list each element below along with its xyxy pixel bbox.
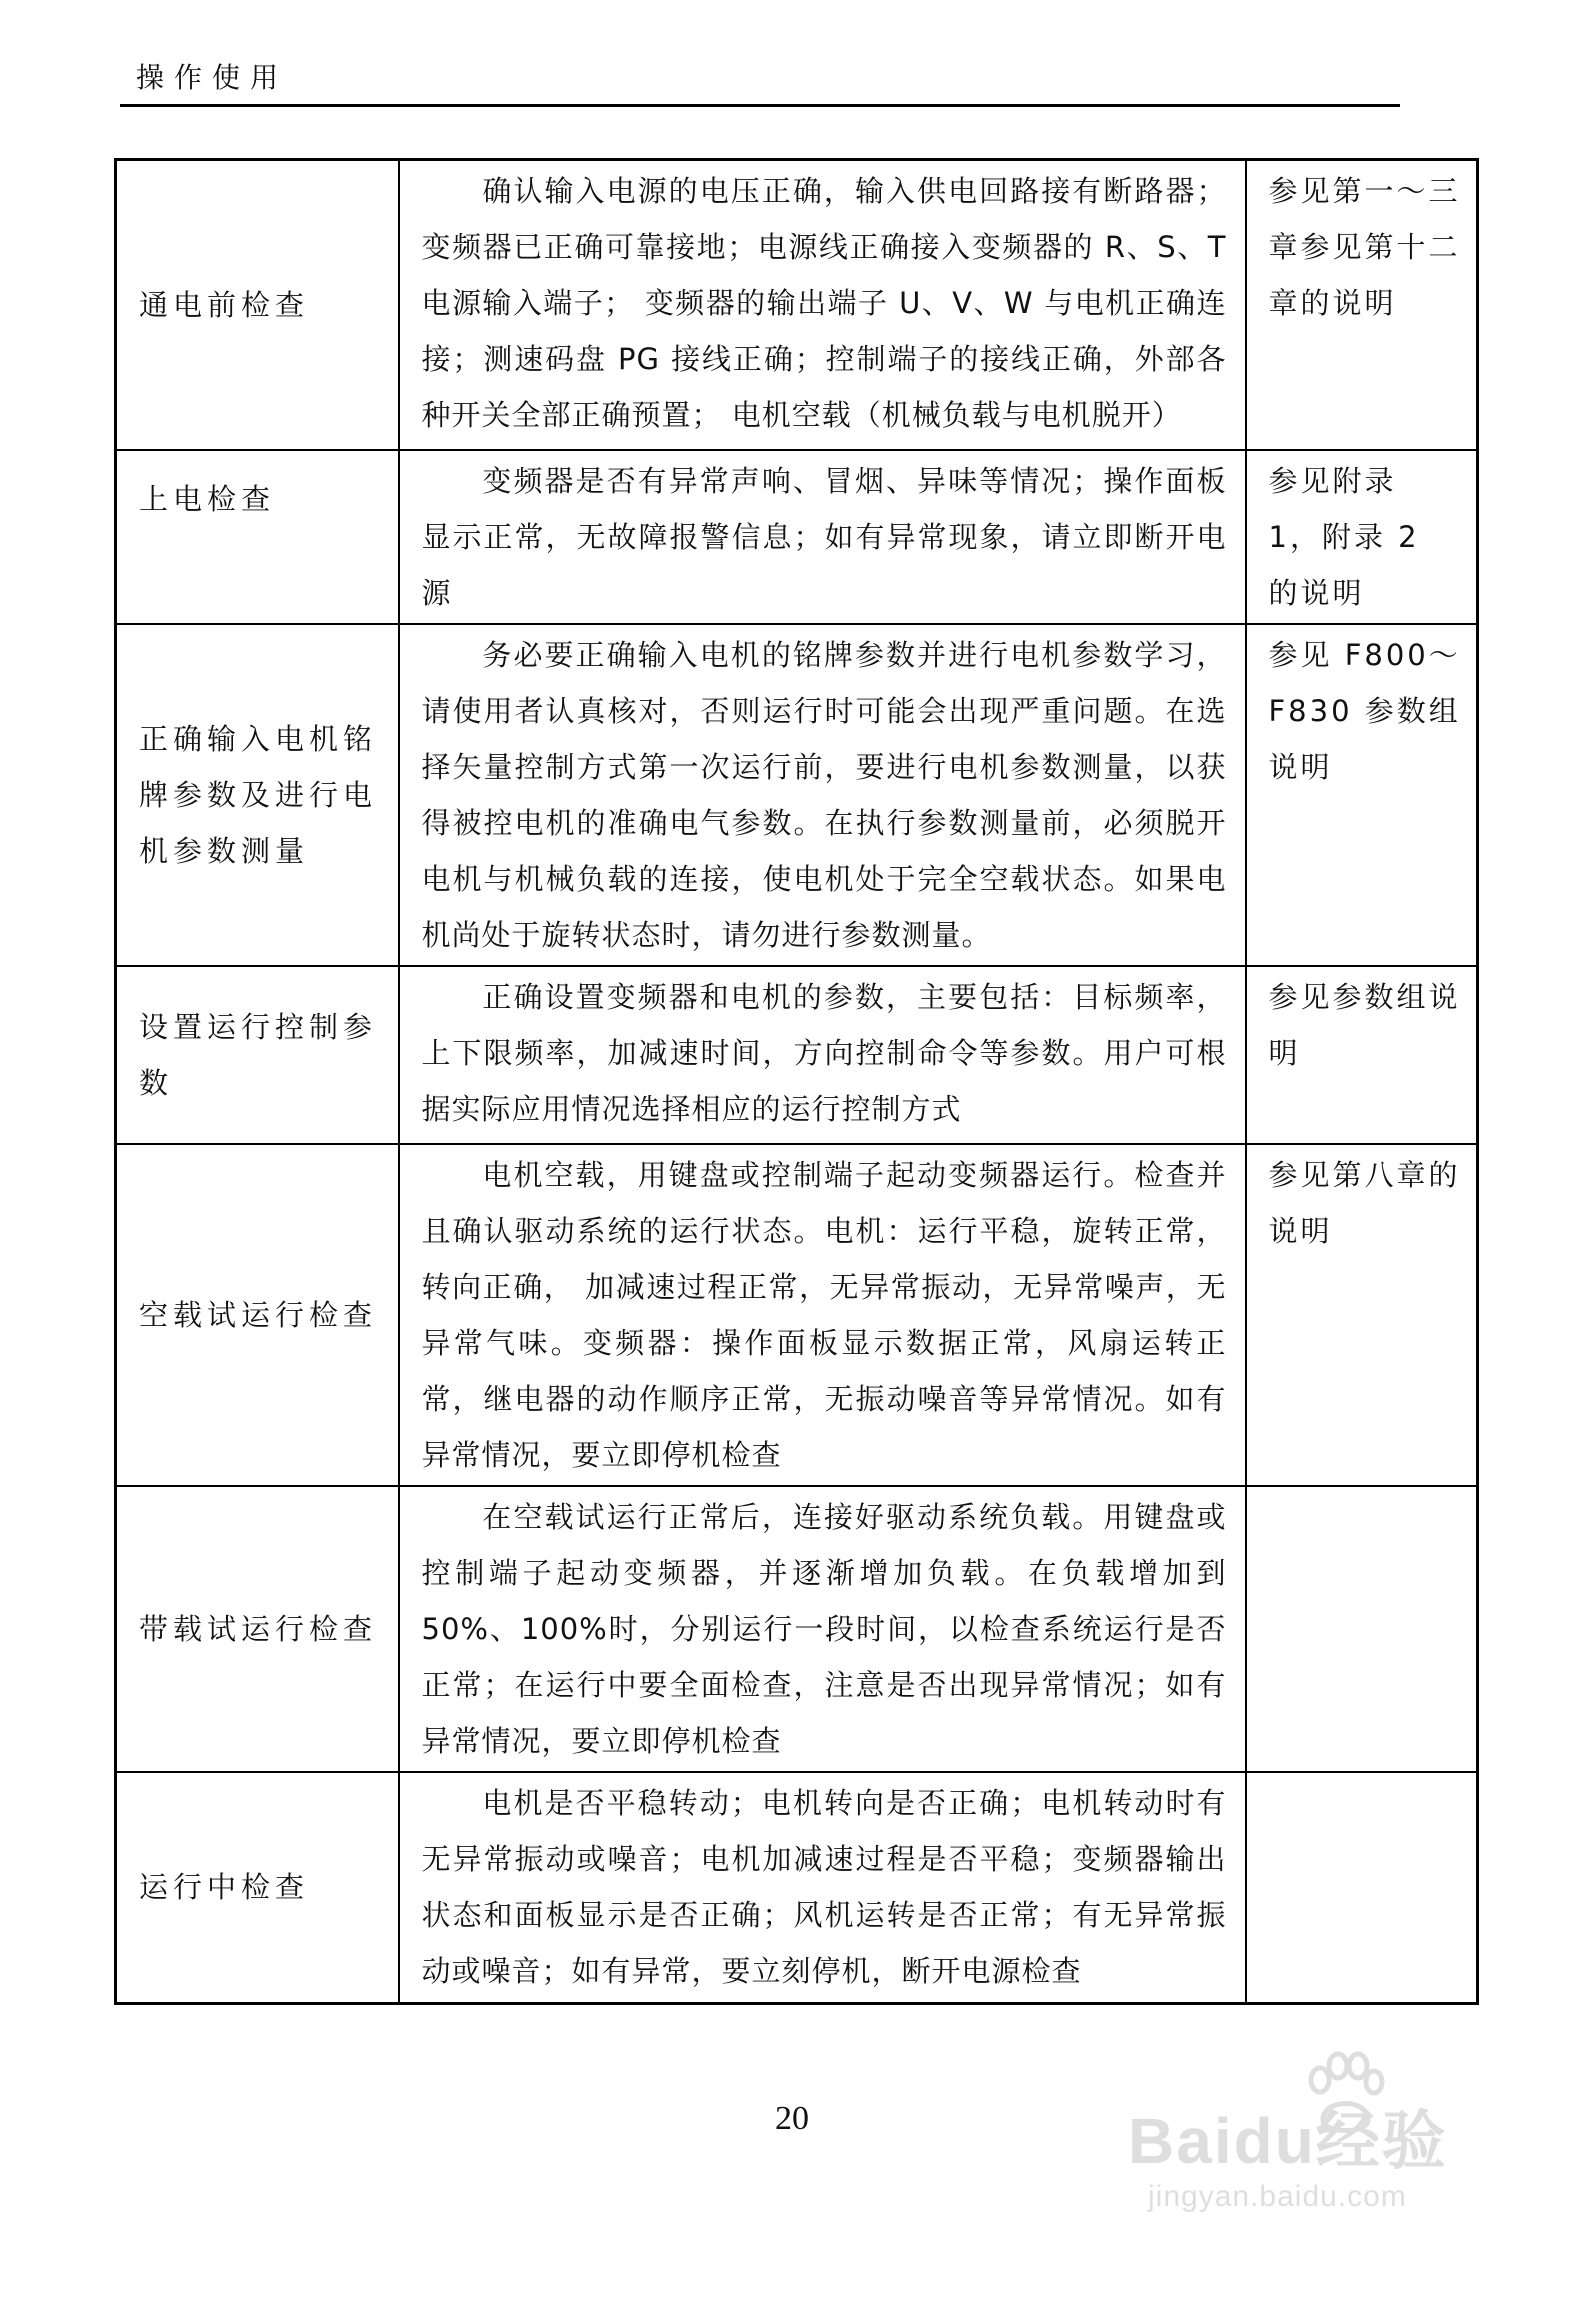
page-number: 20 [775,2100,809,2137]
description-cell: 正确设置变频器和电机的参数，主要包括：目标频率，上下限频率，加减速时间，方向控制命令等参数。用户可根据实际应用情况选择相应的运行控制方式 [399,966,1246,1144]
description-cell: 电机是否平稳转动；电机转向是否正确；电机转动时有无异常振动或噪音；电机加减速过程是否平稳；变频器输出状态和面板显示是否正确；风机运转是否正常；有无异常振动或噪音；如有异常，要立刻停机，断开电源检查 [399,1772,1246,2004]
item-cell: 上电检查 [116,450,399,624]
watermark-logo-text: Baidu经验 [1128,2105,1448,2177]
table-row [116,1144,1478,1486]
baidu-watermark [1108,2050,1508,2230]
description-cell: 确认输入电源的电压正确，输入供电回路接有断路器；变频器已正确可靠接地；电源线正确接入变频器的 R、S、T 电源输入端子； 变频器的输出端子 U、V、W 与电机正确连接；测速码盘 PG 接线正确；控制端子的接线正确，外部各种开关全部正确预置； 电机空载（机械负载与电机脱开） [399,160,1246,450]
reference-cell: 参见第一～三章参见第十二章的说明 [1246,160,1478,450]
description-cell: 电机空载，用键盘或控制端子起动变频器运行。检查并且确认驱动系统的运行状态。电机：运行平稳，旋转正常，转向正确， 加减速过程正常，无异常振动，无异常噪声，无异常气味。变频器：操作面板显示数据正常，风扇运转正常，继电器的动作顺序正常，无振动噪音等异常情况。如有异常情况，要立即停机检查 [399,1144,1246,1486]
description-cell: 变频器是否有异常声响、冒烟、异味等情况；操作面板显示正常，无故障报警信息；如有异常现象，请立即断开电源 [399,450,1246,624]
table-row [116,160,1478,450]
description-cell: 在空载试运行正常后，连接好驱动系统负载。用键盘或控制端子起动变频器，并逐渐增加负载。在负载增加到 50%、100%时，分别运行一段时间，以检查系统运行是否正常；在运行中要全面检查，注意是否出现异常情况；如有异常情况，要立即停机检查 [399,1486,1246,1772]
item-cell: 运行中检查 [116,1772,399,2004]
item-cell: 设置运行控制参数 [116,966,399,1144]
watermark-url: jingyan.baidu.com [1148,2180,1407,2213]
item-cell: 正确输入电机铭牌参数及进行电机参数测量 [116,624,399,966]
table-row [116,1486,1478,1772]
table-row [116,966,1478,1144]
table-row [116,1772,1478,2004]
item-cell: 带载试运行检查 [116,1486,399,1772]
item-cell: 空载试运行检查 [116,1144,399,1486]
table-row [116,450,1478,624]
page-header-title: 操作使用 [136,61,289,94]
header-divider [120,104,1400,107]
description-cell: 务必要正确输入电机的铭牌参数并进行电机参数学习，请使用者认真核对，否则运行时可能会出现严重问题。在选择矢量控制方式第一次运行前，要进行电机参数测量，以获得被控电机的准确电气参数。在执行参数测量前，必须脱开电机与机械负载的连接，使电机处于完全空载状态。如果电机尚处于旋转状态时，请勿进行参数测量。 [399,624,1246,966]
table-row [116,624,1478,966]
reference-cell: 参见参数组说明 [1246,966,1478,1144]
item-cell: 通电前检查 [116,160,399,450]
reference-cell: 参见第八章的说明 [1246,1144,1478,1486]
reference-cell [1246,1486,1478,1772]
reference-cell: 参见 F800～F830 参数组说明 [1246,624,1478,966]
inspection-table [114,158,1479,2005]
reference-cell [1246,1772,1478,2004]
reference-cell: 参见附录 1，附录 2 的说明 [1246,450,1478,624]
